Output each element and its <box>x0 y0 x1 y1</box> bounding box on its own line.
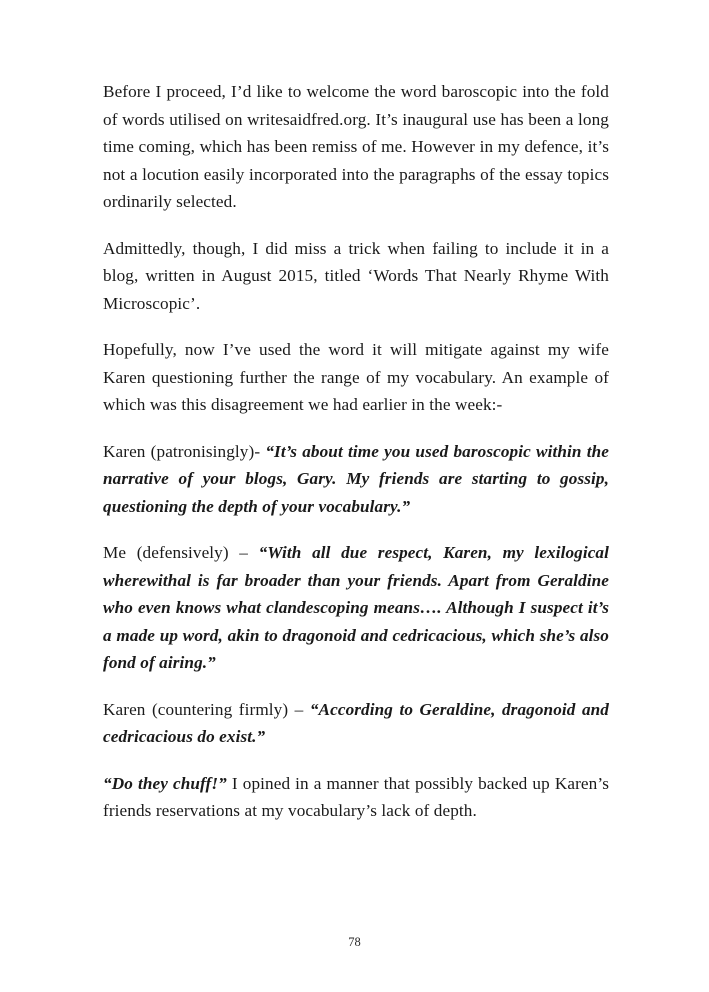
text-run: Admittedly, though, I did miss a trick when failing to include it in a blog, written in August 2015, titled ‘Words That Nearly Rhyme With Microscopic’. <box>103 238 609 313</box>
text-run: I opined in a manner that possibly backed up Karen’s friends reservations at my vocabulary’s lack of depth. <box>103 773 609 820</box>
paragraph-baroscopic-welcome <box>103 78 609 216</box>
text-run: Hopefully, now I’ve used the word it will mitigate against my wife Karen questioning further the range of my vocabulary. An example of which was this disagreement we had earlier in the week:- <box>103 340 609 414</box>
paragraph-karen-patronisingly <box>103 438 609 521</box>
paragraph-missed-trick <box>103 235 609 318</box>
paragraph-karen-vocabulary <box>103 336 609 419</box>
paragraph-me-defensively <box>103 539 609 677</box>
quoted-speech: “It’s about time you used baroscopic within the narrative of your blogs, Gary. My friends are starting to gossip, questioning the depth of your vocabulary.” <box>103 441 609 516</box>
paragraph-karen-countering <box>103 696 609 751</box>
paragraph-do-they-chuff <box>103 770 609 825</box>
speaker-label: Me (defensively) – <box>103 543 259 562</box>
quoted-speech: “With all due respect, Karen, my lexilogical wherewithal is far broader than your friends. Apart from Geraldine who even knows what clandescoping means…. Although I suspect it’s a made up word, akin to dragonoid and cedricacious, which she’s also fond of airing.” <box>103 543 609 672</box>
page-number: 78 <box>348 935 361 949</box>
speaker-label: Karen (patronisingly)- <box>103 441 266 461</box>
text-run: Before I proceed, I’d like to welcome the word baroscopic into the fold of words utilised on writesaidfred.org. It’s inaugural use has been a long time coming, which has been remiss of me. However in my defence, it’s not a locution easily incorporated into the paragraphs of the essay topics ordinarily selected. <box>103 82 609 211</box>
speaker-label: Karen (countering firmly) – <box>103 699 310 719</box>
quoted-speech: “Do they chuff!” <box>103 773 227 793</box>
quoted-speech: “According to Geraldine, dragonoid and cedricacious do exist.” <box>103 699 609 746</box>
